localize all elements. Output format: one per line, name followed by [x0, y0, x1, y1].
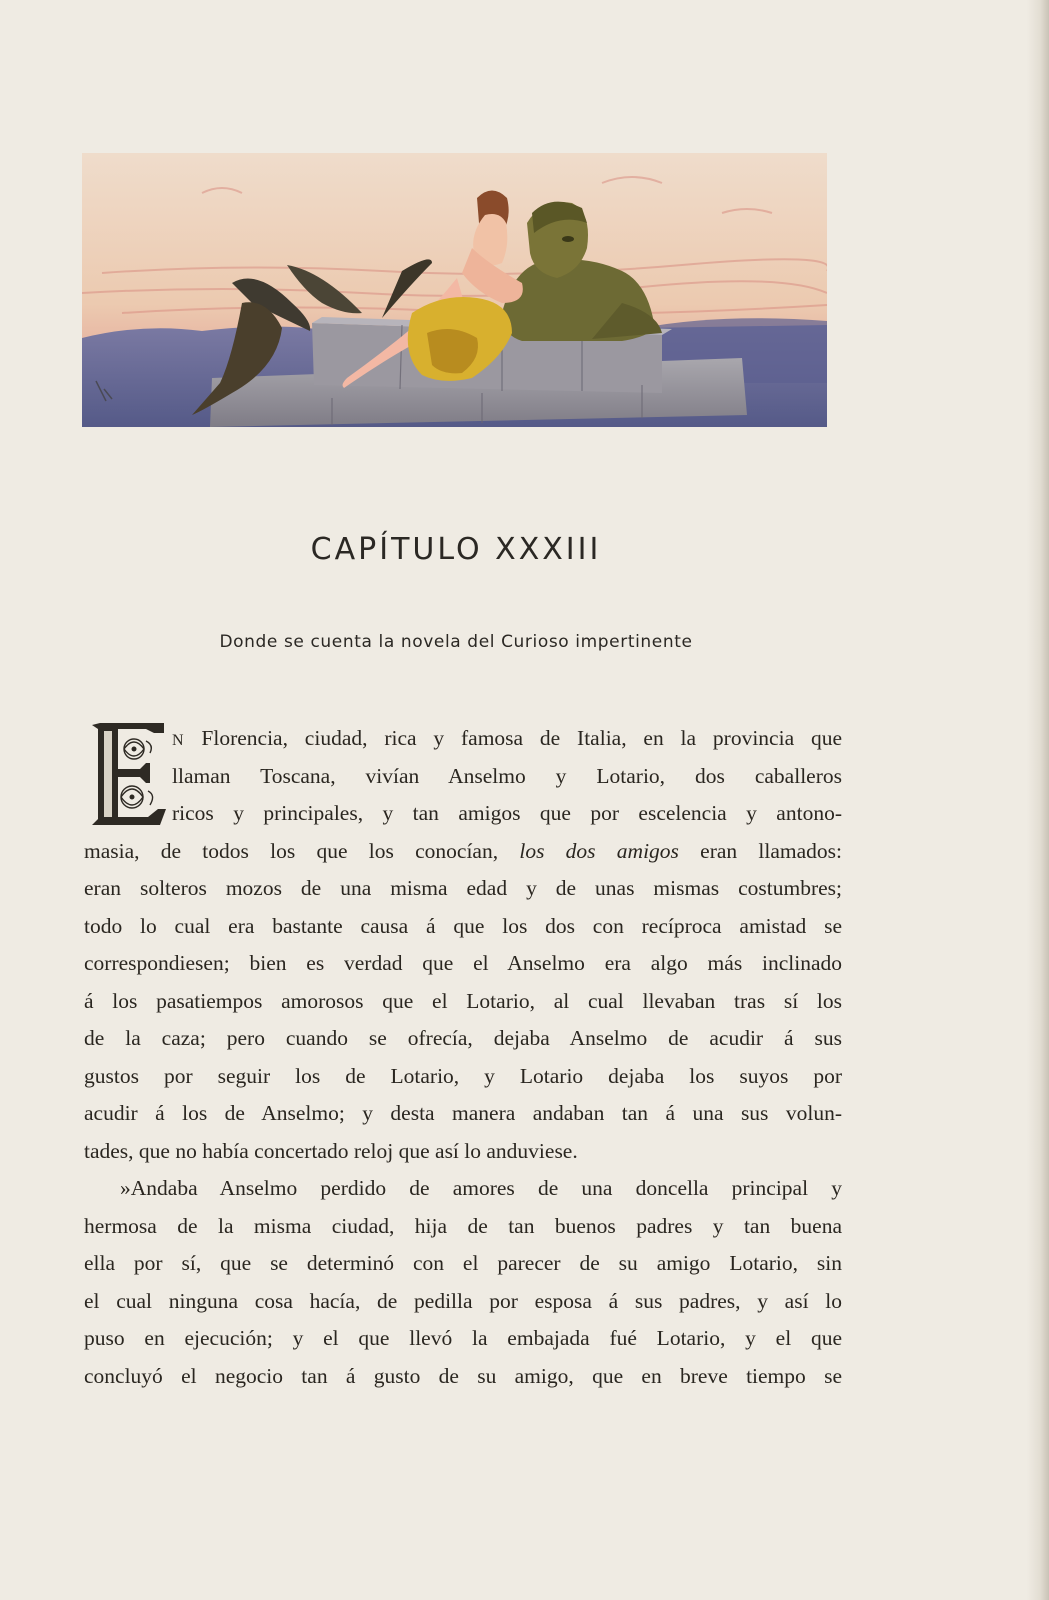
- text-line: tades, que no había concertado reloj que así lo anduviese.: [84, 1138, 578, 1163]
- sphinx-maiden-painting: [82, 153, 827, 427]
- text-line: de la caza; pero cuando se ofrecía, dejaba Anselmo de acudir á sus: [84, 1026, 842, 1050]
- chapter-title: CAPÍTULO XXXIII: [310, 532, 602, 567]
- italic-phrase: los dos amigos: [519, 838, 679, 863]
- text-line: ricos y principales, y tan amigos que por escelencia y antono-: [172, 801, 842, 825]
- text-line: correspondiesen; bien es verdad que el Anselmo era algo más inclinado: [84, 951, 842, 975]
- text-span: Florencia, ciudad, rica y famosa de Italia, en la provincia que: [184, 726, 842, 750]
- text-line: eran solteros mozos de una misma edad y de unas mismas costumbres;: [84, 876, 842, 900]
- text-line: acudir á los de Anselmo; y desta manera andaban tan á una sus volun-: [84, 1101, 842, 1125]
- text-line: ella por sí, que se determinó con el parecer de su amigo Lotario, sin: [84, 1251, 842, 1275]
- small-caps-word: N: [172, 732, 185, 749]
- text-line: puso en ejecución; y el que llevó la embajada fué Lotario, y el que: [84, 1326, 842, 1350]
- chapter-body: [84, 720, 842, 1395]
- chapter-subtitle: Donde se cuenta la novela del Curioso impertinente: [219, 632, 693, 652]
- text-line: gustos por seguir los de Lotario, y Lotario dejaba los suyos por: [84, 1063, 842, 1088]
- text-line: el cual ninguna cosa hacía, de pedilla por esposa á sus padres, y así lo: [84, 1288, 842, 1313]
- text-line: á los pasatiempos amorosos que el Lotario, al cual llevaban tras sí los: [84, 988, 842, 1013]
- text-line: todo lo cual era bastante causa á que los dos con recíproca amistad se: [84, 913, 842, 938]
- text-line: concluyó el negocio tan á gusto de su amigo, que en breve tiempo se: [84, 1363, 842, 1388]
- text-span: eran llamados:: [678, 838, 843, 863]
- chapter-header-illustration: [82, 153, 827, 427]
- text-span: masia, de todos los que los conocían,: [84, 838, 520, 863]
- page-edge: [1027, 0, 1049, 1600]
- text-line: llaman Toscana, vivían Anselmo y Lotario, dos caballeros: [172, 763, 842, 788]
- text-line: [172, 720, 842, 758]
- paragraph-2: [84, 1170, 842, 1395]
- paragraph-1: [84, 720, 842, 1170]
- text-line: »Andaba Anselmo perdido de amores de una doncella principal y: [120, 1176, 842, 1200]
- text-line: [84, 833, 842, 871]
- text-line: hermosa de la misma ciudad, hija de tan buenos padres y tan buena: [84, 1213, 842, 1238]
